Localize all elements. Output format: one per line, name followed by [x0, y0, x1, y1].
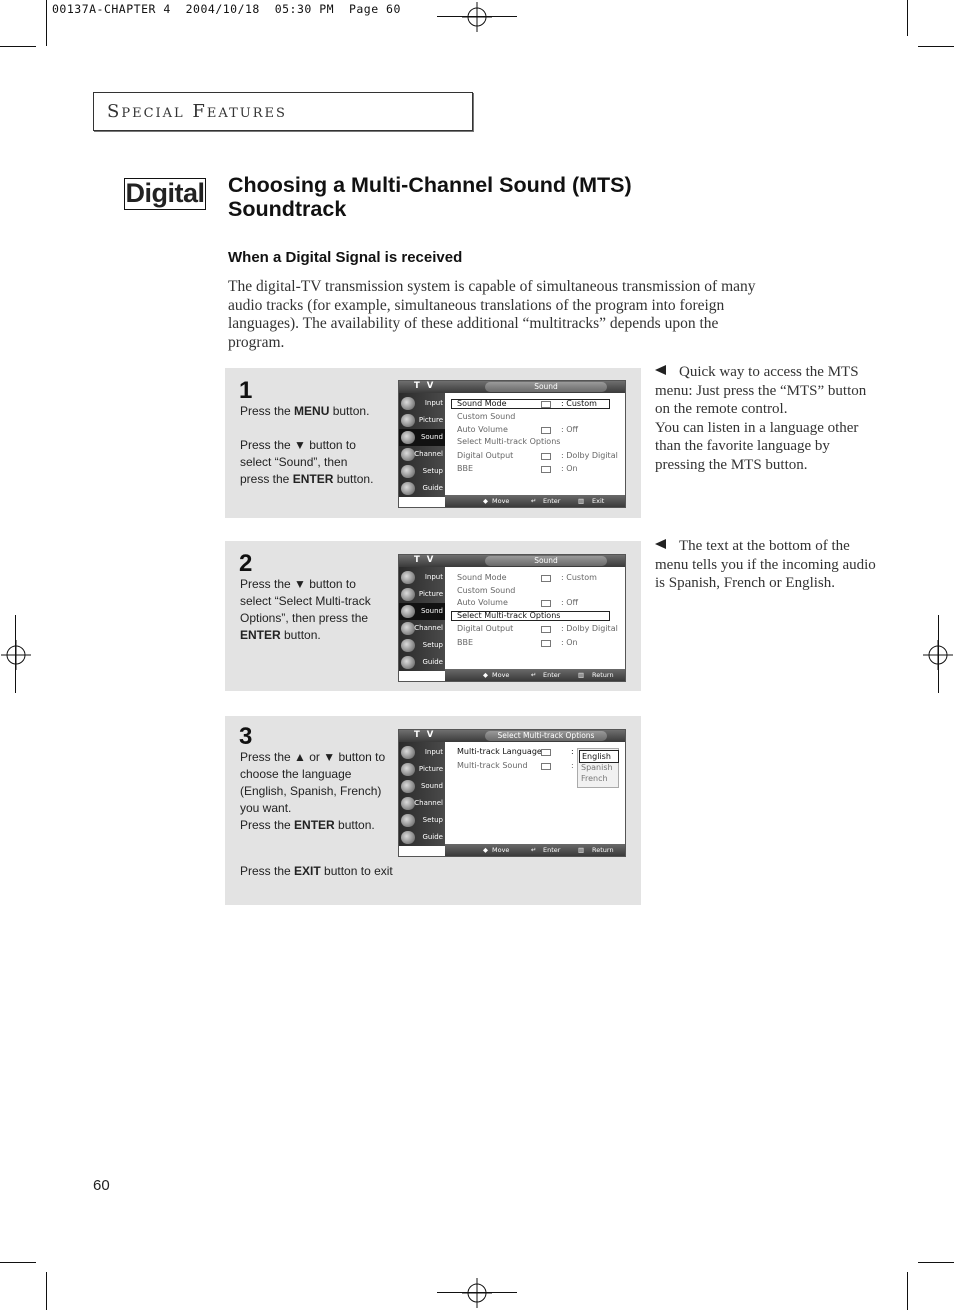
move-label: Move — [492, 671, 510, 679]
exit-icon: ▥ — [578, 497, 585, 505]
sidebar-item-picture[interactable]: Picture — [399, 412, 445, 429]
channel-icon — [401, 797, 415, 810]
picture-icon — [401, 588, 415, 601]
menu-row-bbe[interactable]: BBE — [457, 638, 474, 647]
trim-mark — [0, 46, 36, 47]
registration-mark-icon — [923, 640, 953, 670]
tv-label: T V — [414, 730, 436, 740]
menu-value: : Custom — [561, 573, 597, 582]
enter-label: Enter — [543, 671, 561, 679]
enter-icon: ↵ — [531, 671, 537, 679]
menu-title: Sound — [485, 556, 607, 566]
sidebar-item-setup[interactable]: Setup — [399, 812, 445, 829]
left-arrow-icon — [655, 539, 666, 549]
page-title-line: Choosing a Multi-Channel Sound (MTS) — [228, 173, 632, 197]
screen-bottombar — [445, 669, 625, 681]
trim-mark — [907, 0, 908, 36]
left-arrow-icon — [655, 365, 666, 375]
input-icon — [401, 746, 415, 759]
menu-colon: : — [571, 747, 574, 756]
registration-mark-icon — [1, 640, 31, 670]
intro-paragraph: The digital-TV transmission system is capable of simultaneous transmission of many audio tracks (for example, simultaneous translations of the program into foreign languages). The availability of these additional “multitracks” depends upon the program. — [228, 278, 756, 351]
menu-row-sound-mode[interactable]: Sound Mode — [457, 573, 507, 582]
sidebar-item-channel[interactable]: Channel — [399, 795, 445, 812]
sidebar-item-setup[interactable]: Setup — [399, 637, 445, 654]
return-label: Return — [592, 671, 614, 679]
sidebar-item-guide[interactable]: Guide — [399, 829, 445, 846]
move-icon: ◆ — [483, 846, 488, 854]
sidebar-item-sound[interactable]: Sound — [399, 778, 445, 795]
note-text: Quick way to access the MTS menu: Just press the “MTS” button on the remote control. — [655, 364, 867, 417]
note-text: You can listen in a language other than the favorite language by pressing the MTS button. — [655, 419, 859, 473]
dropdown-option-spanish[interactable]: Spanish — [581, 763, 613, 772]
return-icon: ▥ — [578, 846, 585, 854]
sidebar-item-sound[interactable]: Sound — [399, 429, 445, 446]
list-icon — [541, 427, 551, 434]
sidebar-item-input[interactable]: Input — [399, 569, 445, 586]
channel-icon — [401, 448, 415, 461]
sidebar-item-guide[interactable]: Guide — [399, 654, 445, 671]
guide-icon — [401, 656, 415, 669]
trim-mark — [0, 1262, 36, 1263]
registration-mark-icon — [462, 2, 492, 32]
guide-icon — [401, 482, 415, 495]
move-icon: ◆ — [483, 671, 488, 679]
list-icon — [541, 626, 551, 633]
menu-value: : Off — [561, 598, 579, 607]
step-3-text: Press the ▲ or ▼ button to choose the language (English, Spanish, French) you want. Press the ENTER button. Press the EXIT button to exit — [240, 750, 393, 878]
move-icon: ◆ — [483, 497, 488, 505]
section-title-cap: S — [107, 101, 122, 122]
step-number: 2 — [239, 550, 253, 577]
list-icon — [541, 401, 551, 408]
menu-row-multitrack[interactable]: Select Multi-track Options — [457, 611, 561, 620]
trim-mark — [46, 0, 47, 46]
input-icon — [401, 397, 415, 410]
sound-icon — [401, 605, 415, 618]
page-number: 60 — [93, 1177, 110, 1194]
sidebar-item-picture[interactable]: Picture — [399, 586, 445, 603]
exit-label: Exit — [592, 497, 605, 505]
setup-icon — [401, 814, 415, 827]
menu-row-auto-volume[interactable]: Auto Volume — [457, 598, 508, 607]
dropdown-option-french[interactable]: French — [581, 774, 608, 783]
list-icon — [541, 575, 551, 582]
screen-sidebar — [399, 567, 445, 671]
list-icon — [541, 466, 551, 473]
step-number: 3 — [239, 723, 253, 750]
sidebar-item-input[interactable]: Input — [399, 395, 445, 412]
list-icon — [541, 453, 551, 460]
tv-menu-screen-1 — [398, 380, 626, 508]
return-label: Return — [592, 846, 614, 854]
tv-label: T V — [414, 555, 436, 565]
menu-row-multitrack-sound[interactable]: Multi-track Sound — [457, 761, 528, 770]
section-title-rest: EATURES — [206, 106, 287, 121]
step-number: 1 — [239, 377, 253, 404]
picture-icon — [401, 414, 415, 427]
move-label: Move — [492, 846, 510, 854]
side-note-2 — [655, 537, 877, 593]
trim-mark — [918, 46, 954, 47]
trim-mark — [918, 1262, 954, 1263]
sidebar-item-setup[interactable]: Setup — [399, 463, 445, 480]
menu-title: Select Multi-track Options — [485, 731, 607, 741]
menu-row-digital-output[interactable]: Digital Output — [457, 451, 514, 460]
side-note-1 — [655, 363, 877, 474]
return-icon: ▥ — [578, 671, 585, 679]
picture-icon — [401, 763, 415, 776]
screen-sidebar — [399, 393, 445, 497]
sound-icon — [401, 431, 415, 444]
menu-row-sound-mode[interactable]: Sound Mode — [457, 399, 507, 408]
channel-icon — [401, 622, 415, 635]
enter-icon: ↵ — [531, 846, 537, 854]
page-title — [228, 173, 632, 221]
section-title-rest: PECIAL — [121, 106, 185, 121]
menu-value: : Custom — [561, 399, 597, 408]
sidebar-item-channel[interactable]: Channel — [399, 620, 445, 637]
menu-value: : On — [561, 464, 578, 473]
digital-badge: Digital — [125, 178, 205, 208]
note-text: The text at the bottom of the menu tells you if the incoming audio is Spanish, French or English. — [655, 538, 876, 591]
sound-icon — [401, 780, 415, 793]
sidebar-item-sound[interactable]: Sound — [399, 603, 445, 620]
print-header: 00137A-CHAPTER 4 2004/10/18 05:30 PM Page 60 — [52, 2, 401, 16]
menu-row-auto-volume[interactable]: Auto Volume — [457, 425, 508, 434]
sidebar-item-channel[interactable]: Channel — [399, 446, 445, 463]
tv-label: T V — [414, 381, 436, 391]
screen-bottombar — [445, 844, 625, 856]
sidebar-item-guide[interactable]: Guide — [399, 480, 445, 497]
enter-icon: ↵ — [531, 497, 537, 505]
dropdown-option-english[interactable]: English — [579, 750, 619, 763]
list-icon — [541, 749, 551, 756]
guide-icon — [401, 831, 415, 844]
menu-row-custom-sound[interactable]: Custom Sound — [457, 586, 516, 595]
tv-menu-screen-3 — [398, 729, 626, 857]
setup-icon — [401, 639, 415, 652]
menu-row-custom-sound[interactable]: Custom Sound — [457, 412, 516, 421]
menu-colon: : — [571, 761, 574, 770]
menu-row-multitrack[interactable]: Select Multi-track Options — [457, 437, 561, 446]
menu-value: : Dolby Digital — [561, 451, 618, 460]
subtitle: When a Digital Signal is received — [228, 249, 463, 266]
menu-value: : Dolby Digital — [561, 624, 618, 633]
menu-title: Sound — [485, 382, 607, 392]
enter-label: Enter — [543, 497, 561, 505]
trim-mark — [46, 1272, 47, 1310]
tv-menu-screen-2 — [398, 554, 626, 682]
input-icon — [401, 571, 415, 584]
page-title-line: Soundtrack — [228, 197, 347, 221]
trim-mark — [907, 1272, 908, 1310]
menu-row-multitrack-language[interactable]: Multi-track Language — [457, 747, 542, 756]
list-icon — [541, 600, 551, 607]
screen-sidebar — [399, 742, 445, 846]
section-title-cap: F — [192, 101, 207, 122]
screen-bottombar — [445, 495, 625, 507]
move-label: Move — [492, 497, 510, 505]
sidebar-item-picture[interactable]: Picture — [399, 761, 445, 778]
sidebar-item-input[interactable]: Input — [399, 744, 445, 761]
list-icon — [541, 640, 551, 647]
menu-row-digital-output[interactable]: Digital Output — [457, 624, 514, 633]
menu-value: : Off — [561, 425, 579, 434]
step-2-text: Press the ▼ button to select “Select Multi-track Options”, then press the ENTER button. — [240, 577, 371, 642]
setup-icon — [401, 465, 415, 478]
menu-row-bbe[interactable]: BBE — [457, 464, 474, 473]
list-icon — [541, 763, 551, 770]
step-1-text: Press the MENU button. Press the ▼ button to select “Sound”, then press the ENTER button. — [240, 404, 374, 486]
section-title — [107, 101, 287, 122]
registration-mark-icon — [462, 1278, 492, 1308]
enter-label: Enter — [543, 846, 561, 854]
menu-value: : On — [561, 638, 578, 647]
language-dropdown[interactable] — [577, 748, 619, 788]
